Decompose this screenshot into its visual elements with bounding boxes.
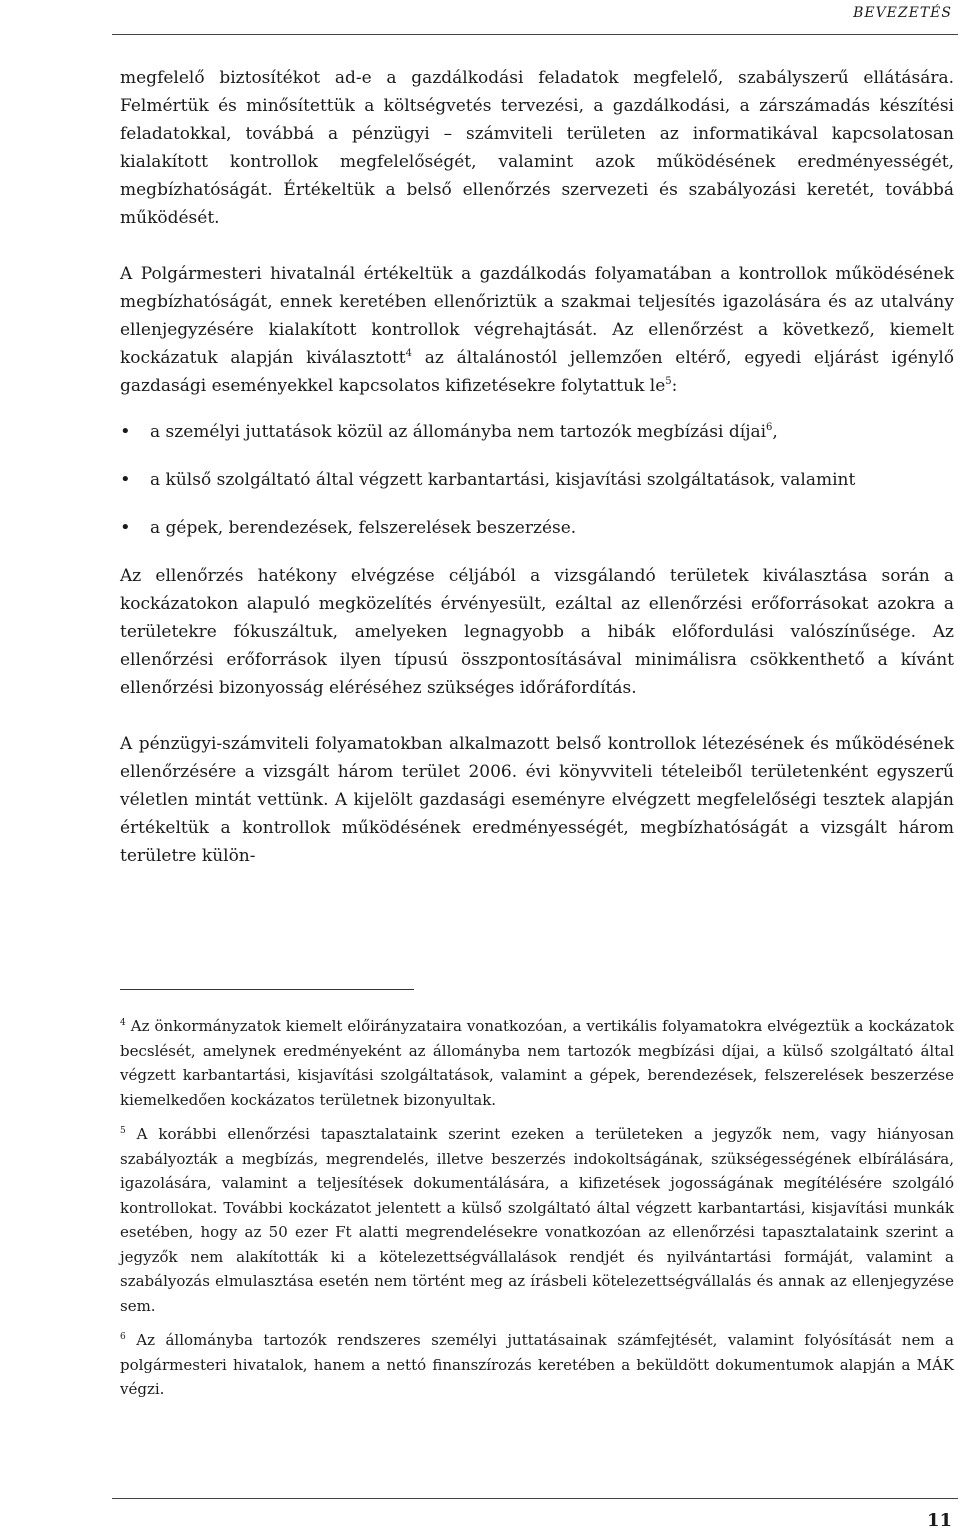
footnote-number: 5 xyxy=(120,1126,126,1136)
body-text xyxy=(120,64,954,880)
footnotes xyxy=(120,1014,954,1412)
list-item-text: a személyi juttatások közül az állományba nem tartozók megbízási díjai xyxy=(150,422,767,442)
bullet-icon: • xyxy=(120,469,131,490)
paragraph-2-text: A Polgármesteri hivatalnál értékeltük a gazdálkodás folyamatában a kontrollok működésének megbízhatóságát, ennek keretében ellenőriztük a szakmai teljesítés igazolására és az utalvány ellenjegyzésére kialakított kontrollok végrehajtását. Az ellenőrzést a következő, kiemelt kockázatuk alapján kiválasztott xyxy=(120,264,954,368)
bullet-icon: • xyxy=(120,517,131,538)
footnote-text: Az állományba tartozók rendszeres személyi juttatásainak számfejtését, valamint folyósítását nem a polgármesteri hivatalok, hanem a nettó finanszírozás keretében a beküldött dokumentumok alapján a MÁK végzi. xyxy=(120,1331,954,1398)
list-item-suffix: , xyxy=(772,422,778,442)
page-number: 11 xyxy=(926,1510,952,1531)
paragraph-3: Az ellenőrzés hatékony elvégzése céljából a vizsgálandó területek kiválasztása során a kockázatokon alapuló megközelítés érvényesült, ezáltal az ellenőrzési erőforrásokat azokra a területekre fókuszáltuk, amelyeken legnagyobb a hibák előfordulási valószínűsége. Az ellenőrzési erőforrások ilyen típusú összpontosításával minimálisra csökkenthető a kívánt ellenőrzési bizonyosság eléréséhez szükséges időráfordítás. xyxy=(120,566,954,698)
paragraph-2-cont: az általánostól jellemzően eltérő, egyedi eljárást igénylő gazdasági eseményekkel kapcsolatos kifizetésekre folytattuk le xyxy=(120,348,955,396)
paragraph-2 xyxy=(120,260,954,400)
running-header: BEVEZETÉS xyxy=(853,5,952,21)
paragraph-4: A pénzügyi-számviteli folyamatokban alkalmazott belső kontrollok létezésének és működésének ellenőrzésére a vizsgált három terület 2006. évi könyvviteli tételeiből területenként egyszerű véletlen mintát vettünk. A kijelölt gazdasági eseményre elvégzett megfelelőségi tesztek alapján értékeltük a kontrollok működésének eredményességét, megbízhatóságát a vizsgált három területre külön- xyxy=(120,734,954,866)
list-item xyxy=(120,514,954,542)
footnote-separator xyxy=(120,989,414,990)
footnote-ref-6[interactable]: 6 xyxy=(766,422,773,433)
footnote-4 xyxy=(120,1014,954,1112)
footnote-text: A korábbi ellenőrzési tapasztalataink szerint ezeken a területeken a jegyzők nem, vagy hiányosan szabályozták a megbízás, megrendelés, illetve beszerzés indokoltságának, szükségességének elbírálására, igazolására, valamint a teljesítések dokumentálására, a kifizetések jogosságának megítélésére szolgáló kontrollokat. További kockázatot jelentett a külső szolgáltató által végzett karbantartási, kisjavítási munkák esetében, hogy az 50 ezer Ft alatti megrendelésekre vonatkozóan az ellenőrzési tapasztalataink szerint a jegyzők nem alakították ki a kötelezettségvállalások rendjét és nyilvántartási formáját, valamint a szabályozás elmulasztása esetén nem történt meg az írásbeli kötelezettségvállalás és annak az ellenjegyzése sem. xyxy=(120,1125,954,1315)
header-rule xyxy=(112,34,958,35)
list-item xyxy=(120,466,954,494)
paragraph-1: megfelelő biztosítékot ad-e a gazdálkodási feladatok megfelelő, szabályszerű ellátására. Felmértük és minősítettük a költségvetés tervezési, a gazdálkodási, a zárszámadás készítési feladatokkal, továbbá a pénzügyi – számviteli területen az informatikával kapcsolatosan kialakított kontrollok megfelelőségét, valamint azok működésének eredményességét, megbízhatóságát. Értékeltük a belső ellenőrzés szervezeti és szabályozási keretét, továbbá működését. xyxy=(120,68,954,228)
list-item xyxy=(120,418,954,446)
footnote-ref-5[interactable]: 5 xyxy=(665,376,672,387)
footnote-6 xyxy=(120,1328,954,1402)
footnote-5 xyxy=(120,1122,954,1318)
footnote-number: 6 xyxy=(120,1332,126,1342)
footnote-text: Az önkormányzatok kiemelt előirányzataira vonatkozóan, a vertikális folyamatokra elvégeztük a kockázatok becslését, amelynek eredményeként az állományba nem tartozók megbízási díjai, a külső szolgáltató által végzett karbantartási, kisjavítási szolgáltatások, valamint a gépek, berendezések, felszerelések beszerzése kiemelkedően kockázatos területnek bizonyultak. xyxy=(120,1017,954,1109)
bullet-icon: • xyxy=(120,421,131,442)
list-item-text: a gépek, berendezések, felszerelések beszerzése. xyxy=(150,518,577,538)
footnote-ref-4[interactable]: 4 xyxy=(405,348,412,359)
list-item-text: a külső szolgáltató által végzett karbantartási, kisjavítási szolgáltatások, valamint xyxy=(150,470,856,490)
paragraph-2-colon: : xyxy=(671,376,678,396)
footer-rule xyxy=(112,1498,958,1499)
bullet-list xyxy=(120,418,954,542)
footnote-number: 4 xyxy=(120,1018,126,1028)
